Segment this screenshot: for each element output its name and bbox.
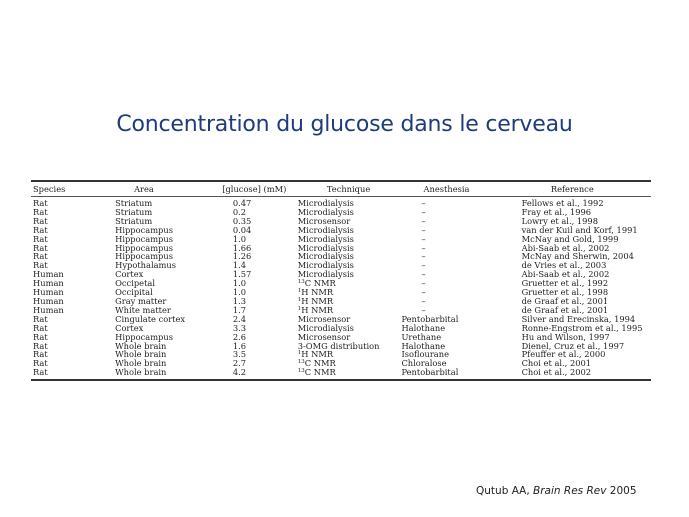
isotope-superscript: 1 <box>297 305 302 312</box>
technique-label: H NMR <box>301 304 334 315</box>
technique-label: Microdialysis <box>297 198 354 208</box>
glucose-concentration-table <box>31 182 651 379</box>
isotope-superscript: 1 <box>297 288 302 295</box>
cell-species: Rat <box>33 313 48 324</box>
cell-species: Rat <box>33 349 48 360</box>
cell-reference: de Graaf et al., 2001 <box>521 295 609 306</box>
cell-anesthesia: Pentobarbital <box>401 313 459 324</box>
technique-label: Microdialysis <box>297 233 354 244</box>
cell-glucose: 1.3 <box>232 295 247 306</box>
cell-species: Rat <box>33 331 48 342</box>
cell-reference: McNay and Gold, 1999 <box>521 233 619 244</box>
technique-label: Microdialysis <box>297 251 354 262</box>
cell-species: Rat <box>33 251 48 262</box>
technique-label: Microsensor <box>297 313 351 324</box>
technique-label: Microdialysis <box>297 242 354 253</box>
citation-journal: Brain Res Rev <box>533 485 607 497</box>
cell-reference: Gruetter et al., 1992 <box>521 278 609 289</box>
cell-area: Striatum <box>115 206 153 217</box>
cell-reference: van der Kuil and Korf, 1991 <box>521 224 638 235</box>
cell-glucose: 4.2 <box>232 367 247 378</box>
technique-label: Microdialysis <box>297 269 354 280</box>
cell-glucose: 1.26 <box>232 251 252 262</box>
cell-area: Whole brain <box>115 340 167 351</box>
cell-technique <box>296 368 400 379</box>
cell-reference: McNay and Sherwin, 2004 <box>521 251 634 262</box>
cell-anesthesia: – <box>421 242 426 253</box>
cell-glucose: 1.0 <box>232 278 247 289</box>
table-bottom-rule <box>31 379 651 381</box>
cell-reference: Dienel, Cruz et al., 1997 <box>521 340 625 351</box>
cell-reference: Pfeuffer et al., 2000 <box>521 349 606 360</box>
cell-glucose: 2.4 <box>232 313 247 324</box>
table-row <box>31 368 651 379</box>
cell-species: Rat <box>33 367 48 378</box>
cell-glucose: 0.47 <box>232 198 252 208</box>
cell-anesthesia: Urethane <box>401 331 442 342</box>
cell-glucose: 1.66 <box>232 242 252 253</box>
cell-area: Hippocampus <box>115 331 173 342</box>
cell-anesthesia: Isoflourane <box>401 349 450 360</box>
cell-anesthesia: Halothane <box>401 322 446 333</box>
cell-anesthesia: – <box>421 206 426 217</box>
cell-species: Rat <box>33 340 48 351</box>
header-area: Area <box>134 184 154 194</box>
cell-species: Human <box>33 295 64 306</box>
cell-reference: Choi et al., 2002 <box>521 367 592 378</box>
cell-area: Gray matter <box>115 295 167 306</box>
cell-glucose: 1.0 <box>232 233 247 244</box>
cell-species: Rat <box>33 215 48 226</box>
cell-area: Whole brain <box>115 349 167 360</box>
cell-species: Human <box>33 304 64 315</box>
cell-reference: de Vries et al., 2003 <box>521 260 607 271</box>
glucose-table-container <box>31 180 651 381</box>
cell-area: Occipetal <box>115 278 155 289</box>
cell-area: Occipital <box>115 287 153 298</box>
cell-anesthesia: – <box>421 198 426 208</box>
cell-glucose: 1.7 <box>232 304 247 315</box>
cell-area: Cortex <box>115 322 144 333</box>
cell-species: Rat <box>33 242 48 253</box>
cell-area: Whole brain <box>115 358 167 369</box>
slide-title: Concentration du glucose dans le cerveau <box>116 112 573 137</box>
cell-glucose: 1.57 <box>232 269 252 280</box>
cell-area: Cortex <box>115 269 144 280</box>
cell-area: Cingulate cortex <box>115 313 186 324</box>
cell-species: Rat <box>33 206 48 217</box>
cell-species: Human <box>33 287 64 298</box>
cell-reference: Abi-Saab et al., 2002 <box>521 269 610 280</box>
cell-glucose: 1.6 <box>232 340 247 351</box>
technique-label: C NMR <box>304 358 336 369</box>
cell-glucose: 1.0 <box>232 287 247 298</box>
cell-anesthesia: – <box>421 278 426 289</box>
isotope-superscript: 13 <box>297 368 305 375</box>
technique-label: Microsensor <box>297 215 351 226</box>
cell-reference: Lowry et al., 1998 <box>521 215 598 226</box>
header-species: Species <box>33 184 66 194</box>
technique-label: Microdialysis <box>297 224 354 235</box>
cell-anesthesia: – <box>421 304 426 315</box>
cell-reference: Hu and Wilson, 1997 <box>521 331 610 342</box>
cell-anesthesia: – <box>421 287 426 298</box>
cell-glucose: 0.2 <box>232 206 247 217</box>
technique-label: H NMR <box>301 295 334 306</box>
cell-area: Striatum <box>115 198 153 208</box>
technique-label: Microdialysis <box>297 206 354 217</box>
header-reference: Reference <box>550 184 594 194</box>
isotope-superscript: 1 <box>297 296 302 303</box>
technique-label: C NMR <box>304 367 336 378</box>
cell-reference: Abi-Saab et al., 2002 <box>521 242 610 253</box>
cell-reference: Gruetter et al., 1998 <box>521 287 609 298</box>
cell-area: White matter <box>115 304 171 315</box>
cell-species: Rat <box>33 198 48 208</box>
cell-area: Hippocampus <box>115 251 173 262</box>
cell-reference: Fellows et al., 1992 <box>521 198 604 208</box>
cell-species: Rat <box>33 233 48 244</box>
cell-glucose: 2.7 <box>232 358 247 369</box>
cell-anesthesia: – <box>421 295 426 306</box>
table-header-row <box>31 182 651 196</box>
technique-label: C NMR <box>304 278 336 289</box>
cell-glucose: 3.3 <box>232 322 247 333</box>
cell-area: Hypothalamus <box>115 260 177 271</box>
cell-anesthesia: – <box>421 215 426 226</box>
cell-species: Rat <box>33 224 48 235</box>
header-glucose: [glucose] (mM) <box>222 184 287 194</box>
cell-area: Striatum <box>115 215 153 226</box>
cell-species: Human <box>33 278 64 289</box>
cell-glucose: 0.35 <box>232 215 252 226</box>
technique-label: 3-OMG distribution <box>297 340 380 351</box>
cell-glucose: 0.04 <box>232 224 252 235</box>
cell-species: Rat <box>33 260 48 271</box>
citation <box>476 485 637 497</box>
cell-glucose: 3.5 <box>232 349 247 360</box>
cell-area: Hippocampus <box>115 224 173 235</box>
cell-reference: Fray et al., 1996 <box>521 206 592 217</box>
cell-anesthesia: – <box>421 260 426 271</box>
cell-anesthesia: – <box>421 224 426 235</box>
cell-reference: Silver and Erecinska, 1994 <box>521 313 636 324</box>
cell-glucose: 1.4 <box>232 260 247 271</box>
technique-label: Microdialysis <box>297 322 354 333</box>
cell-area: Whole brain <box>115 367 167 378</box>
cell-area: Hippocampus <box>115 233 173 244</box>
cell-reference: Ronne-Engstrom et al., 1995 <box>521 322 643 333</box>
citation-authors: Qutub AA, <box>476 485 534 497</box>
cell-glucose: 2.6 <box>232 331 247 342</box>
cell-anesthesia: – <box>421 269 426 280</box>
technique-label: H NMR <box>301 349 334 360</box>
cell-area: Hippocampus <box>115 242 173 253</box>
cell-anesthesia: Chloralose <box>401 358 447 369</box>
cell-species: Rat <box>33 322 48 333</box>
header-anesthesia: Anesthesia <box>423 184 470 194</box>
cell-reference: de Graaf et al., 2001 <box>521 304 609 315</box>
isotope-superscript: 13 <box>297 359 305 366</box>
citation-year: 2005 <box>606 485 637 497</box>
technique-label: Microdialysis <box>297 260 354 271</box>
isotope-superscript: 1 <box>297 350 302 357</box>
technique-label: H NMR <box>301 287 334 298</box>
technique-label: Microsensor <box>297 331 351 342</box>
cell-anesthesia: Pentobarbital <box>401 367 459 378</box>
cell-anesthesia: – <box>421 251 426 262</box>
table-body <box>31 197 651 379</box>
cell-reference: Choi et al., 2001 <box>521 358 592 369</box>
cell-species: Rat <box>33 358 48 369</box>
cell-species: Human <box>33 269 64 280</box>
cell-anesthesia: – <box>421 233 426 244</box>
isotope-superscript: 13 <box>297 279 305 286</box>
cell-anesthesia: Halothane <box>401 340 446 351</box>
header-technique: Technique <box>326 184 371 194</box>
